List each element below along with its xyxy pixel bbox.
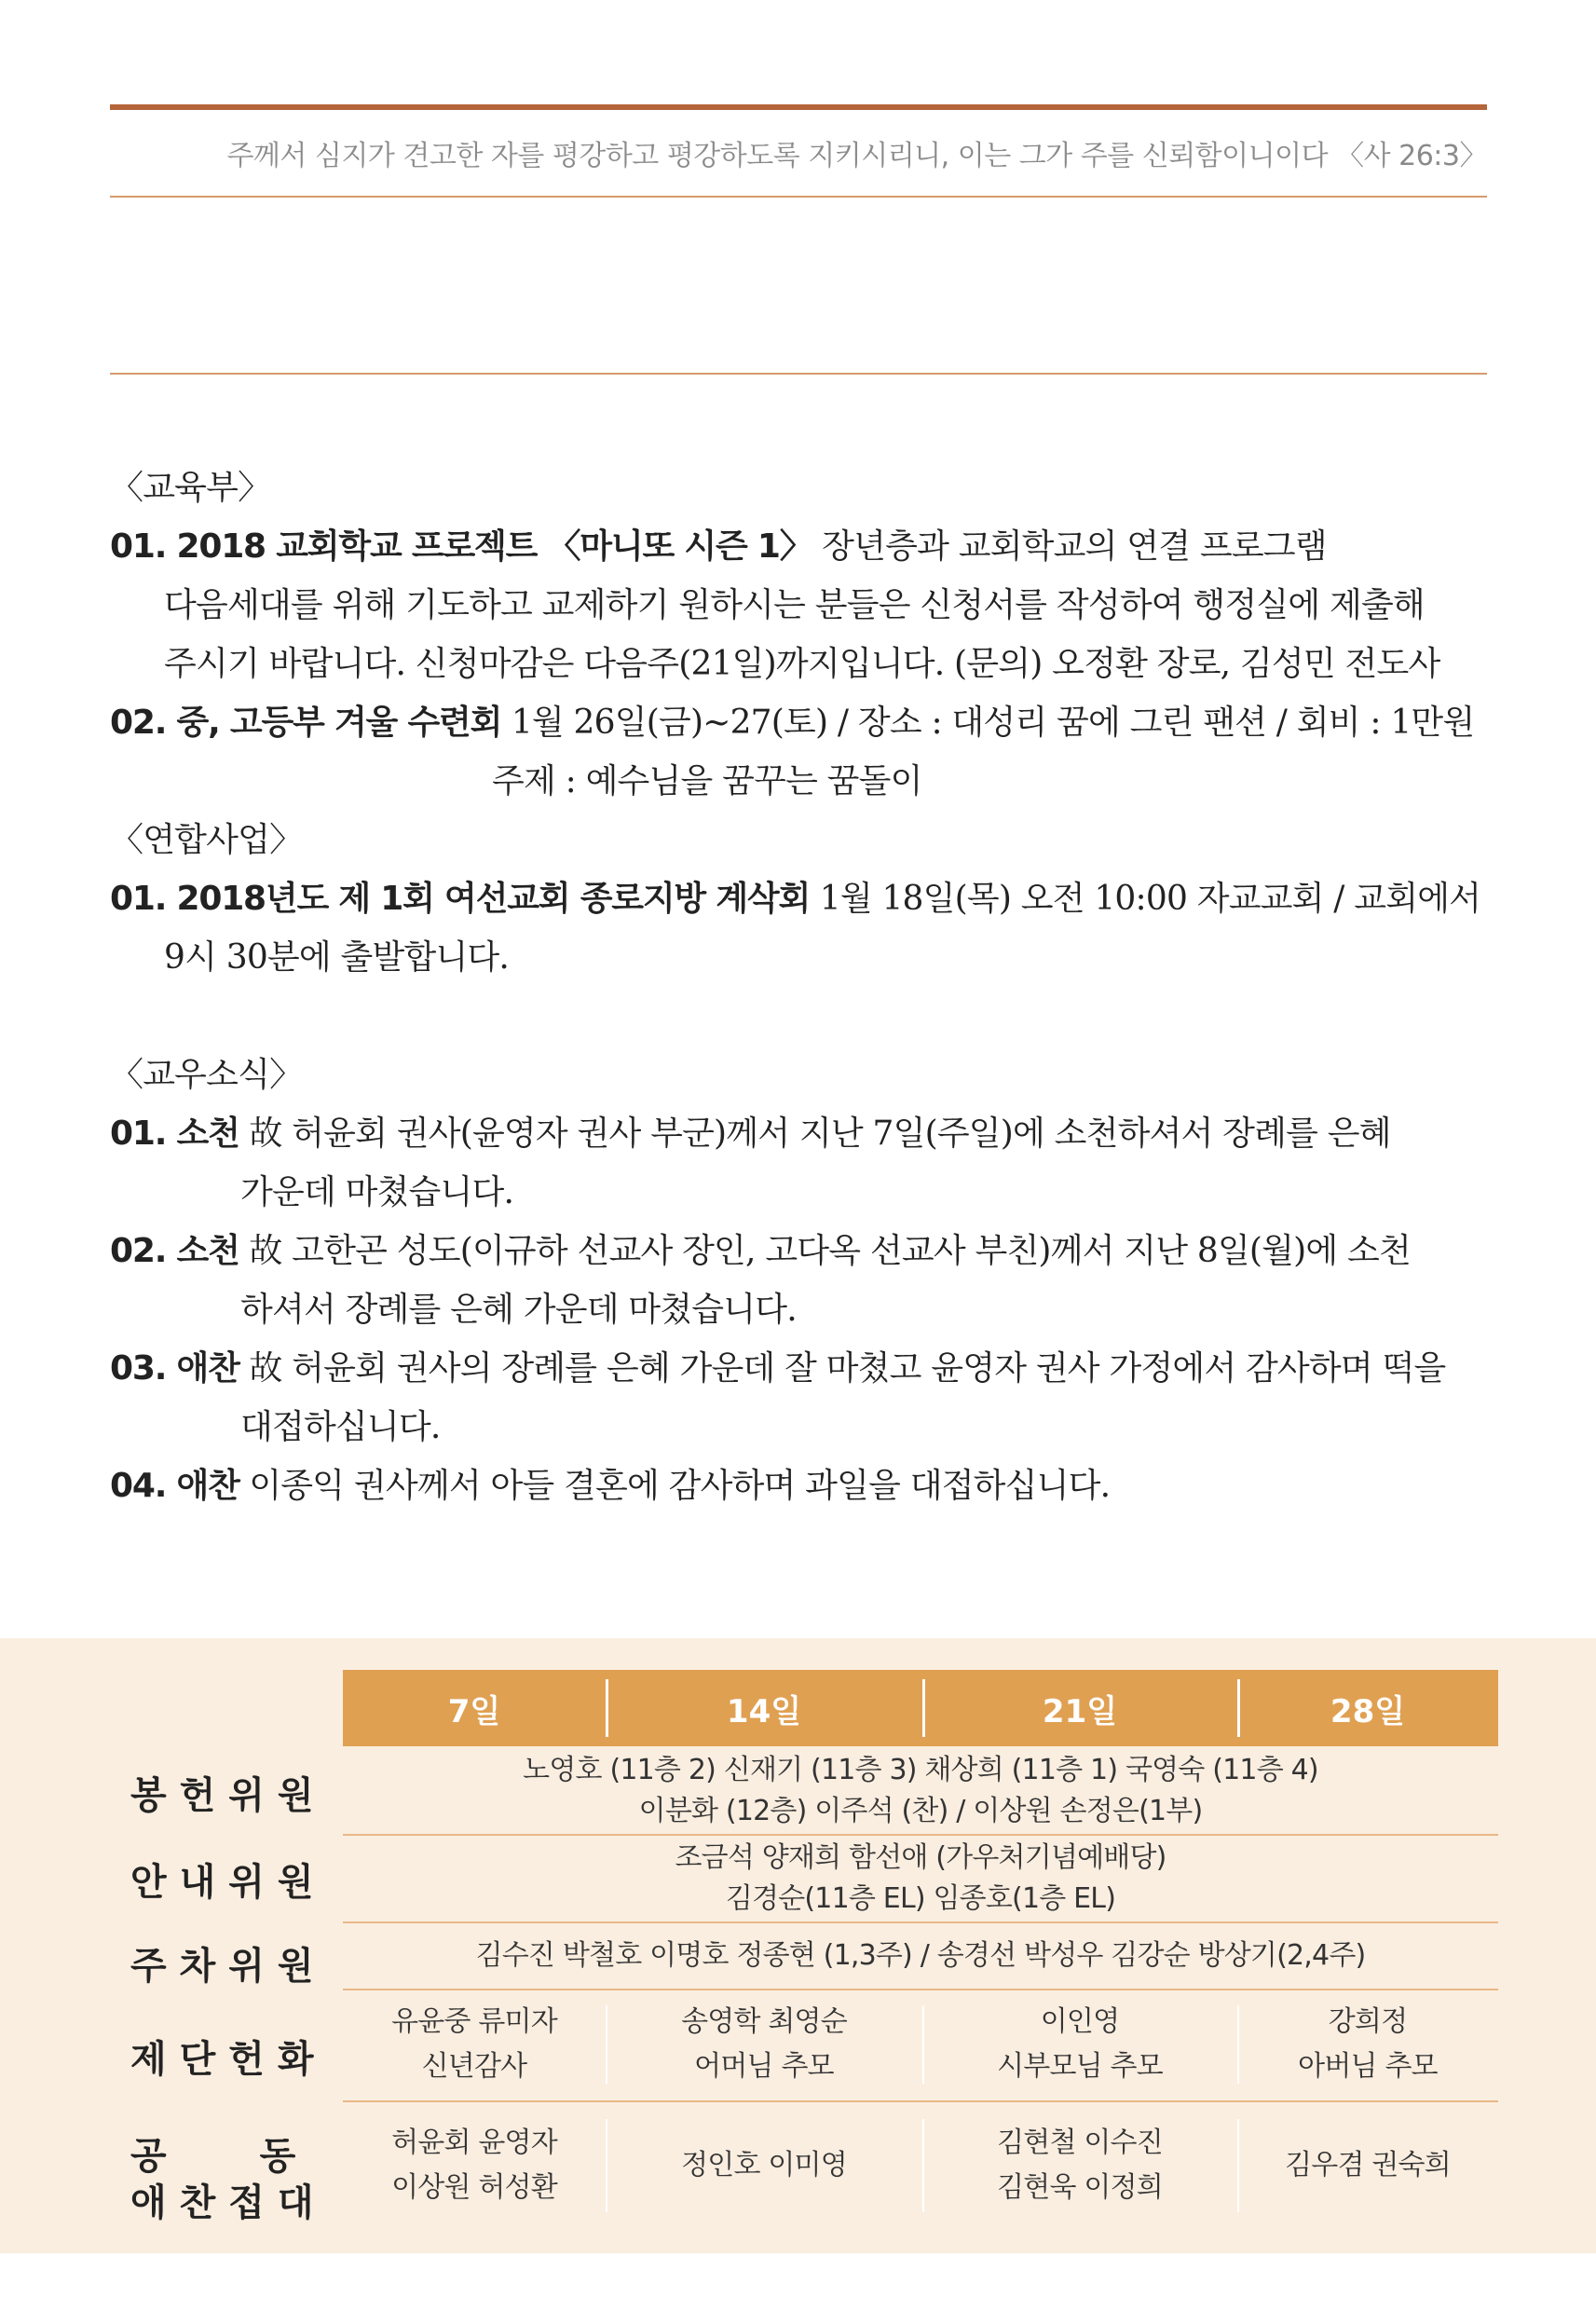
header-week-2: 14일 xyxy=(606,1670,922,1746)
row-divider xyxy=(343,2100,1498,2102)
meal-label-line-1: 공동 xyxy=(130,2135,389,2178)
flower-label: 제단헌화 xyxy=(130,2038,327,2081)
meal-row xyxy=(343,2106,1498,2225)
members-item-2: 02. 소천 故 고한곤 성도(이규하 선교사 장인, 고다옥 선교사 부친)께서 지난 8일(월)에 소천 xyxy=(110,1232,1411,1270)
top-rule xyxy=(110,104,1487,110)
guide-members: 조금석 양재희 함선애 (가우처기념예배당) 김경순(11층 EL) 임종호(1층 EL) xyxy=(675,1841,1166,1915)
scripture-verse: 주께서 심지가 견고한 자를 평강하고 평강하도록 지키시리니, 이는 그가 주를 신뢰함이니이다 〈사 26:3〉 xyxy=(226,140,1487,172)
education-item-2: 02. 중, 고등부 겨울 수련회 1월 26일(금)~27(토) / 장소 : 대성리 꿈에 그린 팬션 / 회비 : 1만원 xyxy=(110,704,1475,742)
education-section-title: 〈교육부〉 xyxy=(110,469,271,507)
education-item-1-line-2: 다음세대를 위해 기도하고 교제하기 원하시는 분들은 신청서를 작성하여 행정실에 제출해 xyxy=(164,586,1425,624)
offering-label: 봉헌위원 xyxy=(130,1774,327,1817)
education-item-1-line-3: 주시기 바랍니다. 신청마감은 다음주(21일)까지입니다. (문의) 오정환 장로, 김성민 전도사 xyxy=(164,645,1440,683)
guide-label: 안내위원 xyxy=(130,1861,327,1904)
members-item-3-line-2: 대접하십니다. xyxy=(240,1408,441,1446)
flower-week-2: 송영학 최영순 어머님 추모 xyxy=(606,1992,922,2097)
announcements xyxy=(110,458,1489,1515)
flower-week-3: 이인영 시부모님 추모 xyxy=(922,1992,1237,2097)
row-divider xyxy=(343,1989,1498,1990)
meal-label-line-2: 애찬접대 xyxy=(130,2181,327,2224)
parking-members: 김수진 박철호 이명호 정종현 (1,3주) / 송경선 박성우 김강순 방상기(2,4주) xyxy=(475,1939,1366,1972)
schedule-header-row xyxy=(343,1670,1498,1746)
union-item-1-line-2: 9시 30분에 출발합니다. xyxy=(164,938,510,977)
row-divider xyxy=(343,1834,1498,1836)
header-week-4: 28일 xyxy=(1237,1670,1498,1746)
members-item-1-line-2: 가운데 마쳤습니다. xyxy=(240,1173,514,1211)
meal-week-1: 허윤회 윤영자 이상원 허성환 xyxy=(391,2126,557,2204)
union-item-1: 01. 2018년도 제 1회 여선교회 종로지방 계삭회 1월 18일(목) 오전 10:00 자교교회 / 교회에서 xyxy=(110,880,1481,918)
header-divider xyxy=(110,373,1487,375)
flower-week-4: 강희정 아버님 추모 xyxy=(1237,1992,1498,2097)
union-section-title: 〈연합사업〉 xyxy=(110,821,303,859)
education-item-2-line-2: 주제 : 예수님을 꿈꾸는 꿈돌이 xyxy=(492,762,922,800)
education-item-1: 01. 2018 교회학교 프로젝트 〈마니또 시즌 1〉 장년층과 교회학교의 연결 프로그램 xyxy=(110,527,1327,566)
members-item-4: 04. 애찬 이종익 권사께서 아들 결혼에 감사하며 과일을 대접하십니다. xyxy=(110,1467,1111,1505)
meal-week-2: 정인호 이미영 xyxy=(606,2106,922,2225)
members-item-1: 01. 소천 故 허윤회 권사(윤영자 권사 부군)께서 지난 7일(주일)에 소천하셔서 장례를 은혜 xyxy=(110,1114,1391,1153)
flower-row xyxy=(343,1992,1498,2097)
meal-week-3: 김현철 이수진 김현욱 이정희 xyxy=(922,2106,1237,2225)
meal-week-4: 김우겸 권숙희 xyxy=(1237,2106,1498,2225)
header-week-3: 21일 xyxy=(922,1670,1237,1746)
offering-members: 노영호 (11층 2) 신재기 (11층 3) 채상희 (11층 1) 국영숙 (11층 4) 이분화 (12층) 이주석 (찬) / 이상원 손정은(1부) xyxy=(523,1754,1318,1827)
members-section-title: 〈교우소식〉 xyxy=(110,1056,303,1094)
row-divider xyxy=(343,1921,1498,1923)
flower-week-1: 유윤중 류미자 신년감사 xyxy=(391,2005,557,2083)
members-item-2-line-2: 하셔서 장례를 은혜 가운데 마쳤습니다. xyxy=(240,1291,797,1329)
verse-divider xyxy=(110,196,1487,198)
members-item-3: 03. 애찬 故 허윤회 권사의 장례를 은혜 가운데 잘 마쳤고 윤영자 권사 가정에서 감사하며 떡을 xyxy=(110,1349,1446,1388)
parking-label: 주차위원 xyxy=(130,1945,327,1988)
header-week-1: 7일 xyxy=(447,1692,501,1730)
